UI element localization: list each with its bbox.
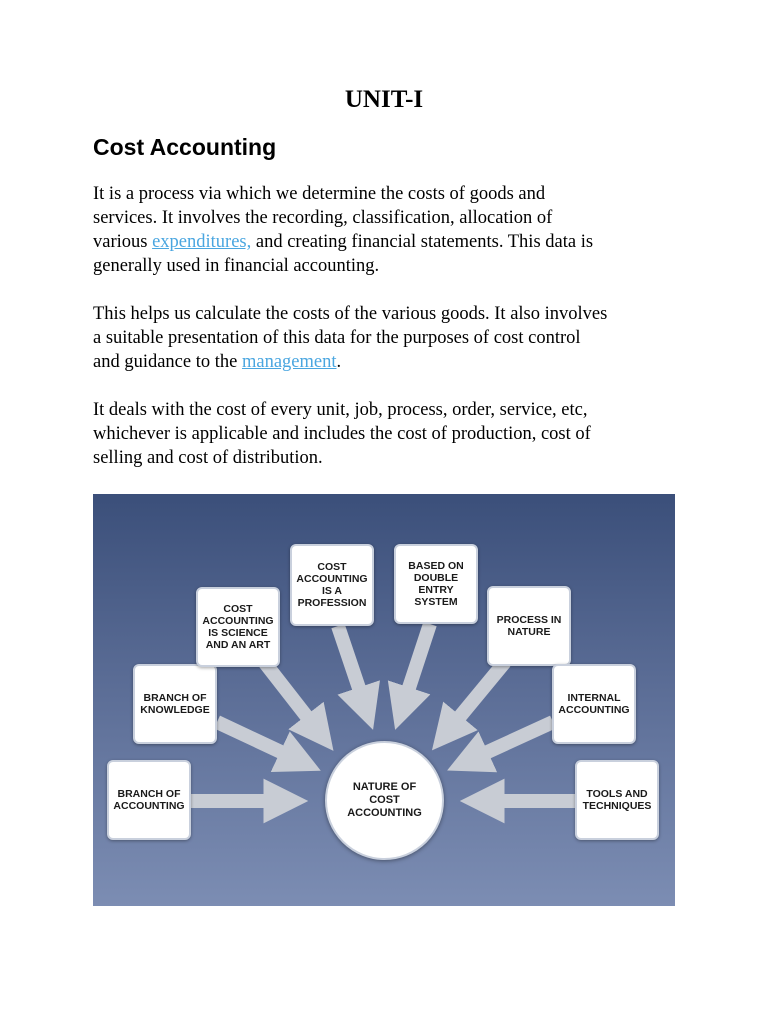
text-fragment: and creating financial statements. This data is [251, 232, 594, 252]
node-branch-of-knowledge: BRANCH OF KNOWLEDGE [133, 664, 217, 744]
arrow [470, 722, 553, 760]
text-line: It is a process via which we determine the costs of goods and [93, 184, 546, 204]
nature-of-cost-accounting-diagram [93, 494, 675, 906]
arrow [338, 626, 365, 706]
arrow [217, 722, 298, 760]
section-title: Cost Accounting [93, 134, 277, 160]
management-link[interactable]: management [241, 352, 337, 372]
text-line: whichever is applicable and includes the cost of production, cost of [93, 424, 591, 444]
node-profession: COST ACCOUNTING IS A PROFESSION [290, 544, 374, 626]
arrow [403, 624, 430, 706]
text-fragment: various [93, 232, 153, 252]
paragraph-definition [93, 182, 693, 278]
text-line: selling and cost of distribution. [93, 448, 323, 468]
text-line: services. It involves the recording, classification, allocation of [93, 208, 553, 228]
node-branch-of-accounting: BRANCH OF ACCOUNTING [107, 760, 191, 840]
node-internal-accounting: INTERNAL ACCOUNTING [552, 664, 636, 744]
text-line: This helps us calculate the costs of the various goods. It also involves [93, 304, 608, 324]
text-fragment: and guidance to the [93, 352, 242, 372]
text-line: a suitable presentation of this data for the purposes of cost control [93, 328, 581, 348]
text-line [93, 350, 693, 374]
unit-heading: UNIT-I [344, 86, 424, 113]
node-process-in-nature: PROCESS IN NATURE [487, 586, 571, 666]
node-nature-of-cost-accounting: NATURE OF COST ACCOUNTING [325, 741, 444, 860]
text-line: It deals with the cost of every unit, job, process, order, service, etc, [93, 400, 588, 420]
text-line [93, 230, 693, 254]
text-fragment: . [336, 352, 342, 372]
node-double-entry: BASED ON DOUBLE ENTRY SYSTEM [394, 544, 478, 624]
text-line: generally used in financial accounting. [93, 256, 380, 276]
paragraph-purpose [93, 302, 693, 374]
node-science-and-art: COST ACCOUNTING IS SCIENCE AND AN ART [196, 587, 280, 667]
expenditures-link[interactable]: expenditures, [152, 232, 252, 252]
arrow [448, 662, 505, 731]
node-tools-and-techniques: TOOLS AND TECHNIQUES [575, 760, 659, 840]
paragraph-scope [93, 398, 693, 470]
